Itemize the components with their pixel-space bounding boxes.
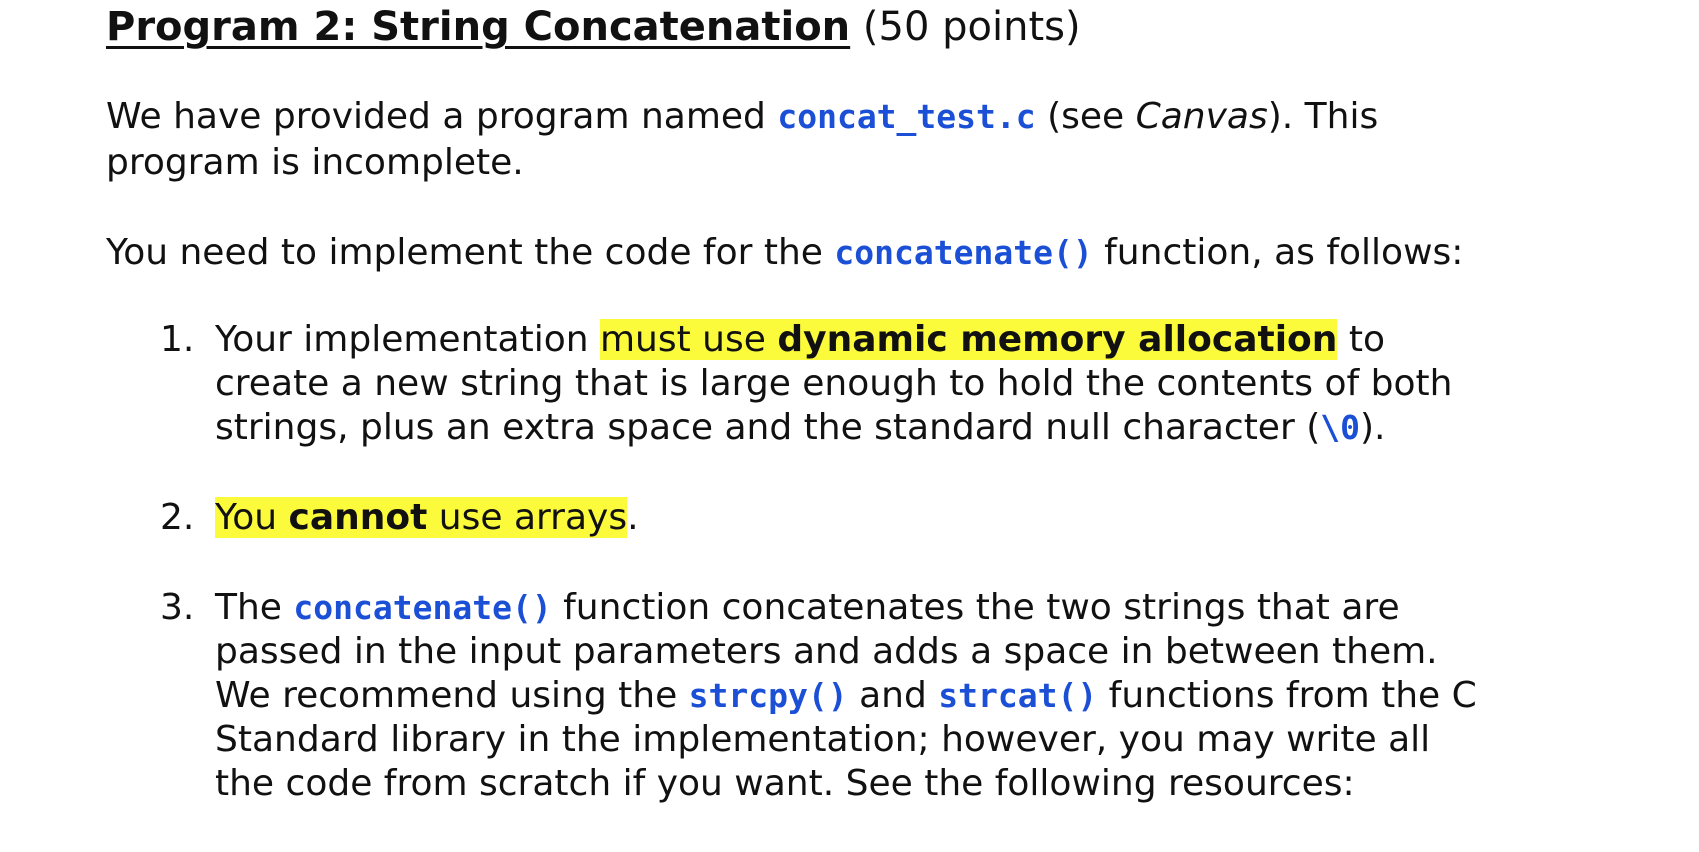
item-line: the code from scratch if you want. See the following resources: xyxy=(215,763,1355,804)
item-line: passed in the input parameters and adds a space in between them. xyxy=(215,631,1438,672)
list-item xyxy=(160,496,1477,540)
intro-paragraph xyxy=(106,94,1378,186)
strcat-code: strcat() xyxy=(938,676,1098,715)
highlight xyxy=(600,319,1337,360)
item-text: We recommend using the xyxy=(215,675,689,716)
item-text: strings, plus an extra space and the standard null character ( xyxy=(215,407,1321,448)
item-text: . xyxy=(627,497,639,538)
item-line xyxy=(215,496,1477,540)
task-paragraph xyxy=(106,230,1463,276)
filename-code: concat_test.c xyxy=(777,97,1036,136)
null-char-code: \0 xyxy=(1320,408,1360,447)
intro-line-1 xyxy=(106,94,1378,140)
strcpy-code: strcpy() xyxy=(688,676,848,715)
item-text: The xyxy=(215,587,294,628)
section-heading xyxy=(106,2,1081,52)
item-line xyxy=(215,674,1477,718)
canvas-reference: Canvas xyxy=(1135,96,1268,137)
highlight xyxy=(215,497,627,538)
concatenate-code: concatenate() xyxy=(293,588,552,627)
item-text: use arrays xyxy=(427,497,628,538)
task-text: You need to implement the code for the xyxy=(106,232,835,273)
intro-line-2: program is incomplete. xyxy=(106,142,524,183)
heading-title: Program 2: String Concatenation xyxy=(106,4,851,50)
task-text: function, as follows: xyxy=(1092,232,1464,273)
item-text: You xyxy=(215,497,289,538)
item-number: 1. xyxy=(160,319,195,360)
concatenate-code: concatenate() xyxy=(834,233,1093,272)
item-number: 3. xyxy=(160,587,195,628)
requirements-list xyxy=(160,318,1477,806)
item-line xyxy=(215,406,1477,450)
item-text: ). xyxy=(1360,407,1386,448)
item-number: 2. xyxy=(160,497,195,538)
item-text: to xyxy=(1337,319,1386,360)
emphasis: cannot xyxy=(288,497,428,538)
item-text: function concatenates the two strings that are xyxy=(551,587,1400,628)
list-item xyxy=(160,318,1477,450)
item-text: Your implementation xyxy=(215,319,600,360)
item-text: must use xyxy=(599,319,778,360)
emphasis: dynamic memory allocation xyxy=(777,319,1338,360)
intro-text: We have provided a program named xyxy=(106,96,778,137)
item-line: Standard library in the implementation; however, you may write all xyxy=(215,719,1431,760)
item-line: create a new string that is large enough to hold the contents of both xyxy=(215,363,1453,404)
item-text: functions from the C xyxy=(1097,675,1477,716)
intro-text: ). This xyxy=(1267,96,1379,137)
heading-points: (50 points) xyxy=(862,4,1081,50)
intro-text: (see xyxy=(1035,96,1136,137)
item-line xyxy=(215,318,1477,362)
item-line xyxy=(215,586,1477,630)
item-text: and xyxy=(847,675,939,716)
list-item xyxy=(160,586,1477,806)
